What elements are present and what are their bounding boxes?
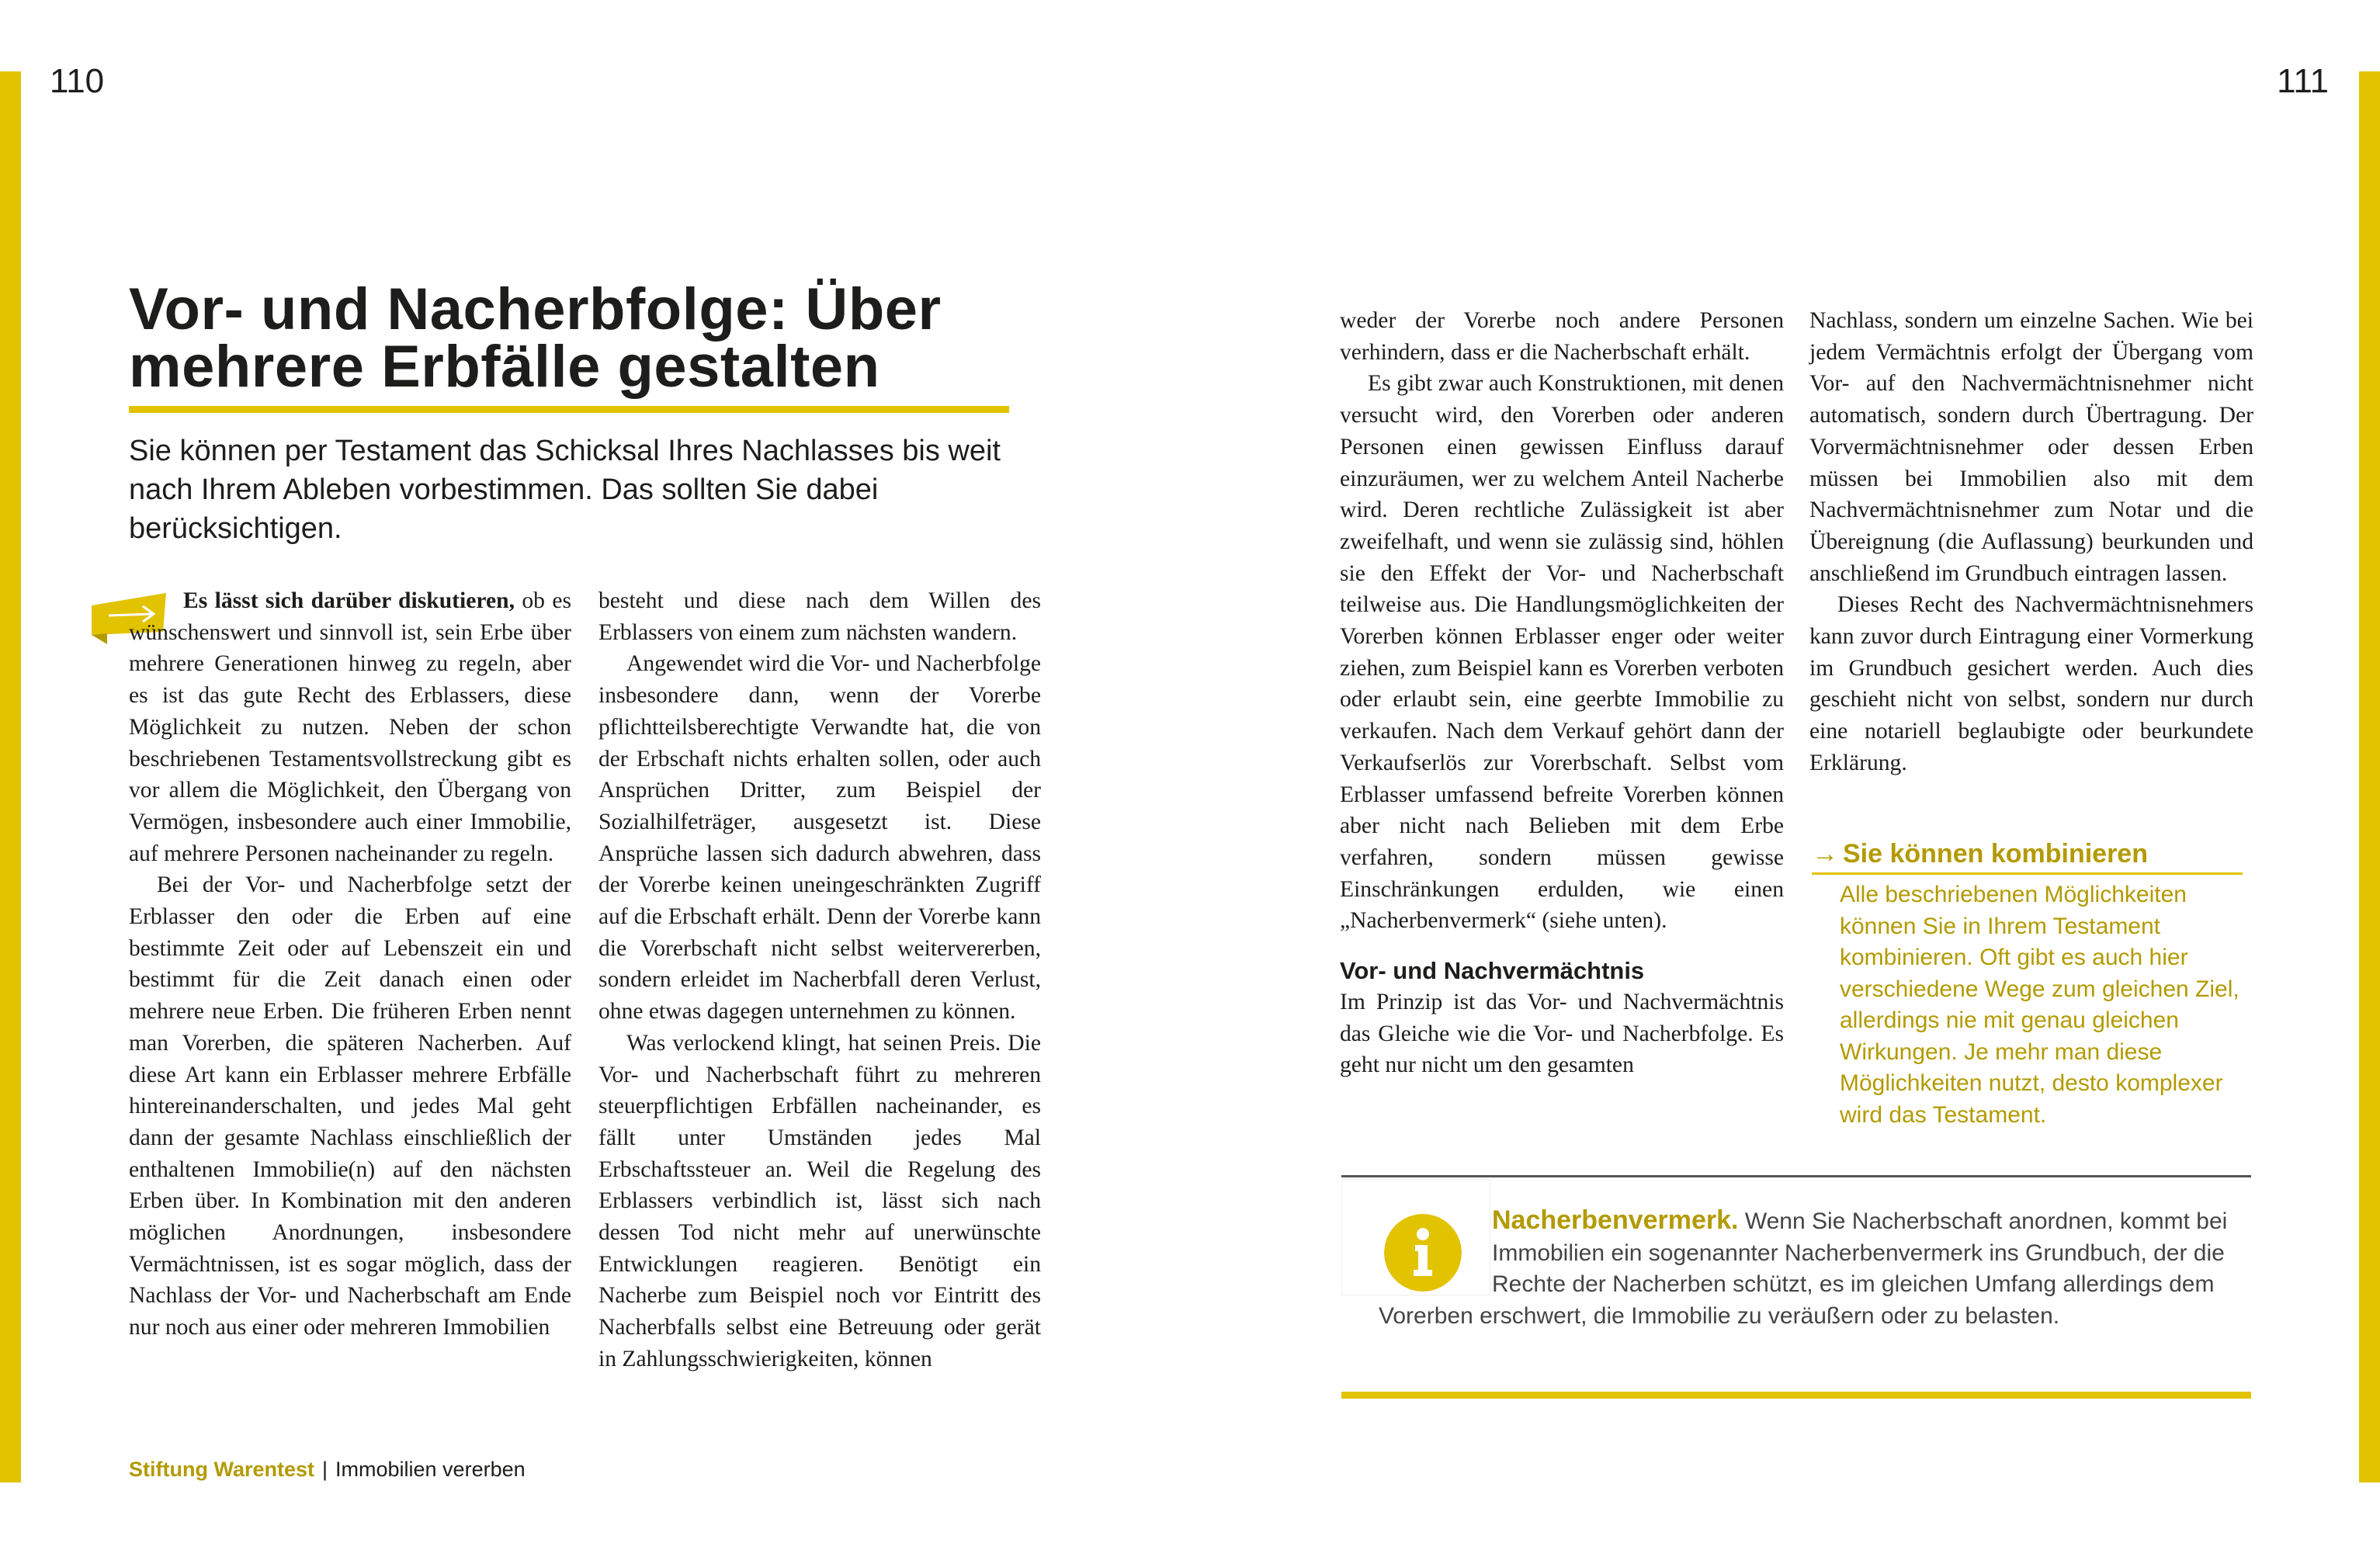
tip-text: Alle beschriebenen Möglichkeiten können Sie in Ihrem Testament kombinieren. Oft gibt es auch hier verschiedene Wege zum gleichen Ziel, allerdings nie mit genau gleichen Wirkungen. Je mehr man diese Möglichkeiten nutzt, desto komplexer wird das Testament.	[1840, 882, 2239, 1128]
paragraph: Dieses Recht des Nachvermächtnisnehmers kann zuvor durch Eintragung einer Vormerkung im Grundbuch gesichert werden. Auch dies geschieht nicht von selbst, sondern nur durch eine notariell beglaubigte oder beurkundete Erklärung.	[1809, 592, 2253, 775]
paragraph: besteht und diese nach dem Willen des Erblassers von einem zum nächsten wandern.	[598, 588, 1041, 645]
paragraph: Was verlockend klingt, hat seinen Preis. Die Vor- und Nacherbschaft führt zu mehreren steuerpflichtigen Erbfällen nacheinander, es fällt unter Umständen jedes Mal Erbschaftssteuer an. Weil die Regelung des Erblassers verbindlich ist, lässt sich nach dessen Tod nicht mehr auf unerwünschte Entwicklungen reagieren. Benötigt ein Nacherbe zum Beispiel noch vor Eintritt des Nacherbfalls selbst eine Betreuung oder gerät in Zahlungsschwierigkeiten, können	[598, 1030, 1041, 1371]
footer-title: Immobilien vererben	[335, 1458, 526, 1481]
title-underline	[129, 406, 1009, 413]
page-number-right: 111	[2277, 62, 2329, 100]
tip-underline	[1812, 872, 2243, 875]
arrow-right-icon: →	[1812, 839, 1838, 869]
footer-brand: Stiftung Warentest	[129, 1458, 314, 1481]
infobox-top-rule	[1341, 1175, 2251, 1177]
text-column-2	[598, 585, 1041, 1375]
paragraph: Nachlass, sondern um einzelne Sachen. Wie bei jedem Vermächtnis erfolgt der Übergang vom Vor- auf den Nachvermächtnisnehmer nicht automatisch, sondern durch Übertragung. Der Vorvermächtnisnehmer oder dessen Erben müssen bei Immobilien also mit dem Nachvermächtnisnehmer zum Notar und die Übereignung (die Auflassung) beurkunden und anschließend im Grundbuch eintragen lassen.	[1809, 308, 2253, 586]
subheading: Vor- und Nachvermächtnis	[1340, 957, 1645, 985]
intro-bold: Es lässt sich darüber diskutieren,	[183, 588, 515, 613]
paragraph: Im Prinzip ist das Vor- und Nachvermächtnis das Gleiche wie die Vor- und Nacherbfolge. Es geht nur nicht um den gesamten	[1340, 990, 1784, 1078]
footer	[129, 1458, 526, 1482]
text-column-4	[1809, 305, 2253, 779]
paragraph: weder der Vorerbe noch andere Personen verhindern, dass er die Nacherbschaft erhält.	[1340, 308, 1784, 365]
title-line-1: Vor- und Nacherbfolge: Über	[129, 276, 942, 342]
tip-box	[1812, 837, 2243, 1131]
paragraph: Angewendet wird die Vor- und Nacherbfolge insbesondere dann, wenn der Vorerbe pflichtteilsberechtigte Verwandte hat, die von der Erbschaft nichts erhalten sollen, oder auch Ansprüchen Dritter, zum Beispiel der Sozialhilfeträger, ausgesetzt ist. Diese Ansprüche lassen sich dadurch abwehren, dass der Vorerbe keinen uneingeschränkten Zugriff auf die Erbschaft erhält. Denn der Vorerbe kann die Vorerbschaft nicht selbst weitervererben, sondern erleidet im Nacherbfall deren Verlust, ohne etwas dagegen unternehmen zu können.	[598, 651, 1041, 1025]
page-number-left: 110	[50, 62, 105, 100]
infobox-body: Wenn Sie Nacherbschaft anordnen, kommt bei Immobilien ein sogenannter Nacherbenvermerk ins Grundbuch, der die Rechte der Nacherben schützt, es im gleichen Umfang allerdings dem Vorerben erschwert, die Immobilie zu veräußern oder zu belasten.	[1379, 1208, 2228, 1329]
footer-separator: |	[322, 1458, 328, 1481]
paragraph: Bei der Vor- und Nacherbfolge setzt der Erblasser den oder die Erben auf eine bestimmte Zeit oder auf Lebenszeit ein und bestimmt für die Zeit danach einen oder mehrere neue Erben. Die früheren Erben nennt man Vorerben, die späteren Nacherben. Auf diese Art kann ein Erblasser mehrere Erbfälle hintereinanderschalten, und jedes Mal geht dann der gesamte Nachlass einschließlich der enthaltenen Immobilie(n) auf den nächsten Erben über. In Kombination mit den anderen möglichen Anordnungen, insbesondere Vermächtnissen, ist es sogar möglich, dass der Nachlass der Vor- und Nacherbschaft am Ende nur noch aus einer oder mehreren Immobilien	[129, 872, 571, 1340]
infobox-text	[1379, 1205, 2240, 1332]
right-accent-bar	[2359, 71, 2380, 1482]
text-column-1	[129, 585, 571, 1344]
left-accent-bar	[0, 71, 21, 1482]
infobox-bottom-rule	[1341, 1392, 2251, 1399]
infobox-icon-spacer	[1379, 1205, 1492, 1295]
paragraph-text: ob es wünschenswert und sinnvoll ist, sein Erbe über mehrere Generationen hinweg zu regeln, aber es ist das gute Recht des Erblassers, diese Möglichkeit zu nutzen. Neben der schon beschriebenen Testamentsvollstreckung gibt es vor allem die Möglichkeit, den Übergang von Vermögen, insbesondere auch einer Immobilie, auf mehrere Personen nacheinander zu regeln.	[129, 588, 571, 866]
page-title	[129, 276, 1022, 400]
tip-title-text: Sie können kombinieren	[1843, 839, 2148, 869]
title-line-2: mehrere Erbfälle gestalten	[129, 334, 880, 400]
text-column-3	[1340, 305, 1784, 1081]
lead-paragraph: Sie können per Testament das Schicksal Ihres Nachlasses bis weit nach Ihrem Ableben vorbestimmen. Das sollten Sie dabei berücksichtigen.	[129, 435, 1001, 545]
paragraph	[129, 585, 571, 869]
infobox-title: Nacherbenvermerk.	[1492, 1205, 1739, 1235]
paragraph: Es gibt zwar auch Konstruktionen, mit denen versucht wird, den Vorerben oder anderen Personen einen gewissen Einfluss darauf einzuräumen, wer zu welchem Anteil Nacherbe wird. Deren rechtliche Zulässigkeit ist aber zweifelhaft, und wenn sie zulässig sind, höhlen sie den Effekt der Vor- und Nacherbschaft teilweise aus. Die Handlungsmöglichkeiten der Vorerben können Erblasser enger oder weiter ziehen, zum Beispiel kann es Vorerben verboten oder erlaubt sein, eine geerbte Immobilie zu verkaufen. Nach dem Verkauf gehört dann der Verkaufserlös zur Vorerbschaft. Selbst vom Erblasser umfassend befreite Vorerben können aber nicht nach Belieben mit dem Erbe verfahren, sondern müssen gewisse Einschränkungen erdulden, wie einen „Nacherbenvermerk“ (siehe unten).	[1340, 371, 1784, 934]
tip-title	[1812, 837, 2243, 871]
